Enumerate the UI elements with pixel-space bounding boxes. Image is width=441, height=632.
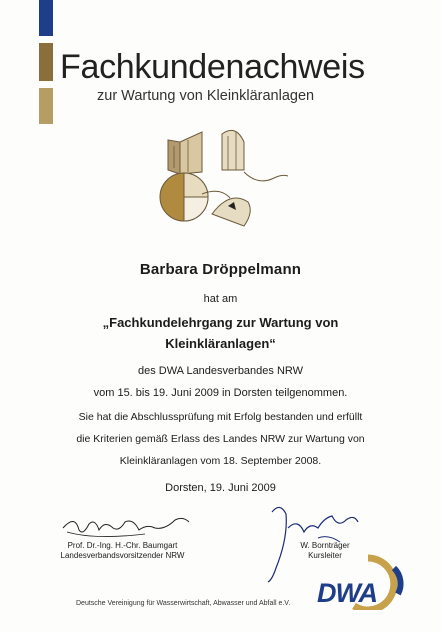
course-title-line1: „Fachkundelehrgang zur Wartung von [102, 315, 339, 330]
text-line-decree: Kleinkläranlagen vom 18. September 2008. [119, 455, 322, 467]
dwa-logo-text: DWA [317, 578, 377, 608]
organization-footer: Deutsche Vereinigung für Wasserwirtschaft, Abwasser und Abfall e.V. [76, 600, 291, 607]
signer-left-name: Prof. Dr.-Ing. H.-Chr. Baumgart [67, 541, 178, 550]
signer-right-role: Kursleiter [308, 551, 342, 560]
signature-left [55, 510, 195, 540]
place-and-date: Dorsten, 19. Juni 2009 [165, 482, 276, 494]
signer-right-name: W. Bornträger [300, 541, 350, 550]
text-line-organizer: des DWA Landesverbandes NRW [137, 365, 304, 377]
recipient-name: Barbara Dröppelmann [139, 261, 302, 278]
text-line-criteria: die Kriterien gemäß Erlass des Landes NRW zur Wartung von [76, 433, 365, 445]
signer-left-role: Landesverbandsvorsitzender NRW [60, 551, 185, 560]
course-title-line2: Kleinkläranlagen“ [165, 336, 276, 351]
certificate-title: Fachkundenachweis [60, 48, 365, 86]
signer-left [40, 541, 205, 561]
brown-bar [39, 43, 53, 81]
blue-bar [39, 0, 53, 36]
wastewater-plant-illustration [140, 122, 310, 242]
text-line-exam: Sie hat die Abschlussprüfung mit Erfolg bestanden und erfüllt [78, 411, 363, 423]
tan-bar [39, 88, 53, 124]
text-line-dates: vom 15. bis 19. Juni 2009 in Dorsten teilgenommen. [93, 387, 348, 399]
text-line-hat-am: hat am [203, 293, 238, 305]
certificate-subtitle: zur Wartung von Kleinkläranlagen [97, 88, 315, 104]
